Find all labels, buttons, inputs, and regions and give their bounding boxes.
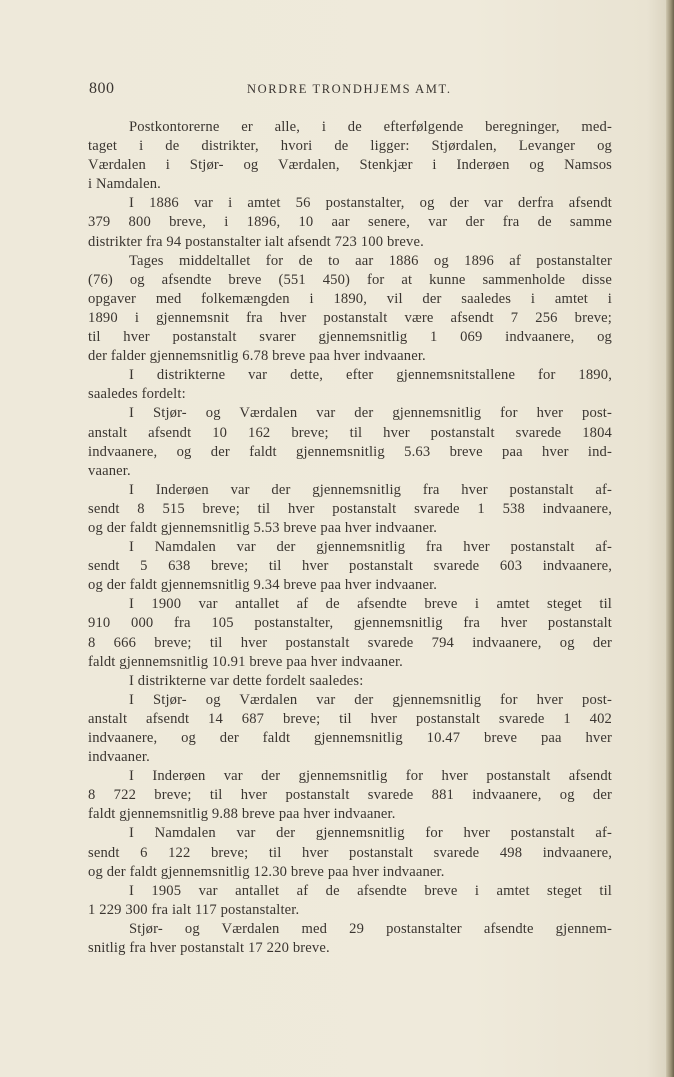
paragraph (88, 691, 612, 767)
text-line: indvaanere, og der faldt gjennemsnitlig 5.63 breve paa hver ind- (88, 443, 612, 460)
text-line: 910 000 fra 105 postanstalter, gjennemsnitlig fra hver postanstalt (88, 615, 612, 632)
paragraph (88, 481, 612, 538)
text-line: til hver postanstalt svarer gjennemsnitlig 1 069 indvaanere, og (88, 329, 612, 346)
text-line: og der faldt gjennemsnitlig 12.30 breve paa hver indvaaner. (88, 863, 445, 880)
paragraph (88, 595, 612, 671)
paragraph (88, 366, 612, 404)
text-line: I 1905 var antallet af de afsendte breve i amtet steget til (129, 882, 612, 899)
text-line: anstalt afsendt 14 687 breve; til hver postanstalt svarede 1 402 (88, 710, 612, 727)
paragraph (88, 538, 612, 595)
text-line: (76) og afsendte breve (551 450) for at kunne sammenholde disse (88, 271, 612, 288)
text-line: I Stjør- og Værdalen var der gjennemsnitlig for hver post- (129, 405, 612, 422)
page-header (89, 80, 609, 102)
text-line: sendt 8 515 breve; til hver postanstalt svarede 1 538 indvaanere, (88, 500, 612, 517)
text-line: I distrikterne var dette, efter gjennemsnitstallene for 1890, (129, 367, 612, 384)
text-line: I Inderøen var der gjennemsnitlig for hver postanstalt afsendt (129, 768, 612, 785)
text-line: 379 800 breve, i 1896, 10 aar senere, var der fra de samme (88, 214, 612, 231)
text-line: og der faldt gjennemsnitlig 9.34 breve paa hver indvaaner. (88, 577, 438, 594)
text-line: Værdalen i Stjør- og Værdalen, Stenkjær i Inderøen og Namsos (88, 157, 612, 174)
text-line: og der faldt gjennemsnitlig 5.53 breve paa hver indvaaner. (88, 519, 438, 536)
text-line: Tages middeltallet for de to aar 1886 og 1896 af postanstalter (129, 252, 612, 269)
text-line: indvaanere, og der faldt gjennemsnitlig 10.47 breve paa hver (88, 730, 612, 746)
text-line: I 1900 var antallet af de afsendte breve i amtet steget til (129, 596, 612, 613)
paragraph (88, 252, 612, 367)
text-line: i Namdalen. (88, 176, 161, 193)
text-line: snitlig fra hver postanstalt 17 220 breve. (88, 940, 330, 957)
paragraph (88, 404, 612, 480)
paragraph (88, 194, 612, 251)
text-line: faldt gjennemsnitlig 10.91 breve paa hver indvaaner. (88, 653, 403, 670)
text-line: I distrikterne var dette fordelt saaledes: (129, 672, 364, 689)
paragraph (88, 767, 612, 824)
page-edge (666, 0, 674, 1077)
text-line: sendt 5 638 breve; til hver postanstalt svarede 603 indvaanere, (88, 558, 612, 575)
text-line: 1890 i gjennemsnit fra hver postanstalt være afsendt 7 256 breve; (88, 309, 612, 326)
text-line: 8 722 breve; til hver postanstalt svarede 881 indvaanere, og der (88, 787, 612, 804)
text-line: faldt gjennemsnitlig 9.88 breve paa hver indvaaner. (88, 806, 396, 823)
text-line: I 1886 var i amtet 56 postanstalter, og der var derfra afsendt (129, 195, 612, 212)
text-line: indvaaner. (88, 749, 150, 766)
text-line: opgaver med folkemængden i 1890, vil der saaledes i amtet i (88, 290, 612, 307)
text-line: distrikter fra 94 postanstalter ialt afsendt 723 100 breve. (88, 233, 424, 250)
paragraph (88, 824, 612, 881)
paragraph (88, 118, 612, 194)
text-line: Stjør- og Værdalen med 29 postanstalter afsendte gjennem- (129, 920, 612, 937)
text-line: saaledes fordelt: (88, 386, 186, 403)
text-line: Postkontorerne er alle, i de efterfølgende beregninger, med- (129, 119, 612, 135)
text-line: 1 229 300 fra ialt 117 postanstalter. (88, 901, 300, 918)
body-text (88, 118, 612, 958)
text-line: I Namdalen var der gjennemsnitlig fra hver postanstalt af- (129, 539, 612, 556)
text-line: sendt 6 122 breve; til hver postanstalt svarede 498 indvaanere, (88, 844, 612, 861)
paragraph (88, 882, 612, 920)
text-line: taget i de distrikter, hvori de ligger: Stjørdalen, Levanger og (88, 138, 612, 155)
text-line: 8 666 breve; til hver postanstalt svarede 794 indvaanere, og der (88, 634, 612, 651)
text-line: vaaner. (88, 462, 131, 479)
page-number: 800 (89, 80, 115, 97)
text-line: I Stjør- og Værdalen var der gjennemsnitlig for hver post- (129, 691, 612, 708)
paragraph (88, 672, 612, 691)
running-title: NORDRE TRONDHJEMS AMT. (247, 82, 452, 96)
text-line: I Inderøen var der gjennemsnitlig fra hver postanstalt af- (129, 481, 612, 498)
text-line: anstalt afsendt 10 162 breve; til hver postanstalt svarede 1804 (88, 424, 612, 441)
paragraph (88, 920, 612, 958)
text-line: I Namdalen var der gjennemsnitlig for hver postanstalt af- (129, 825, 612, 842)
text-line: der falder gjennemsnitlig 6.78 breve paa hver indvaaner. (88, 348, 426, 365)
